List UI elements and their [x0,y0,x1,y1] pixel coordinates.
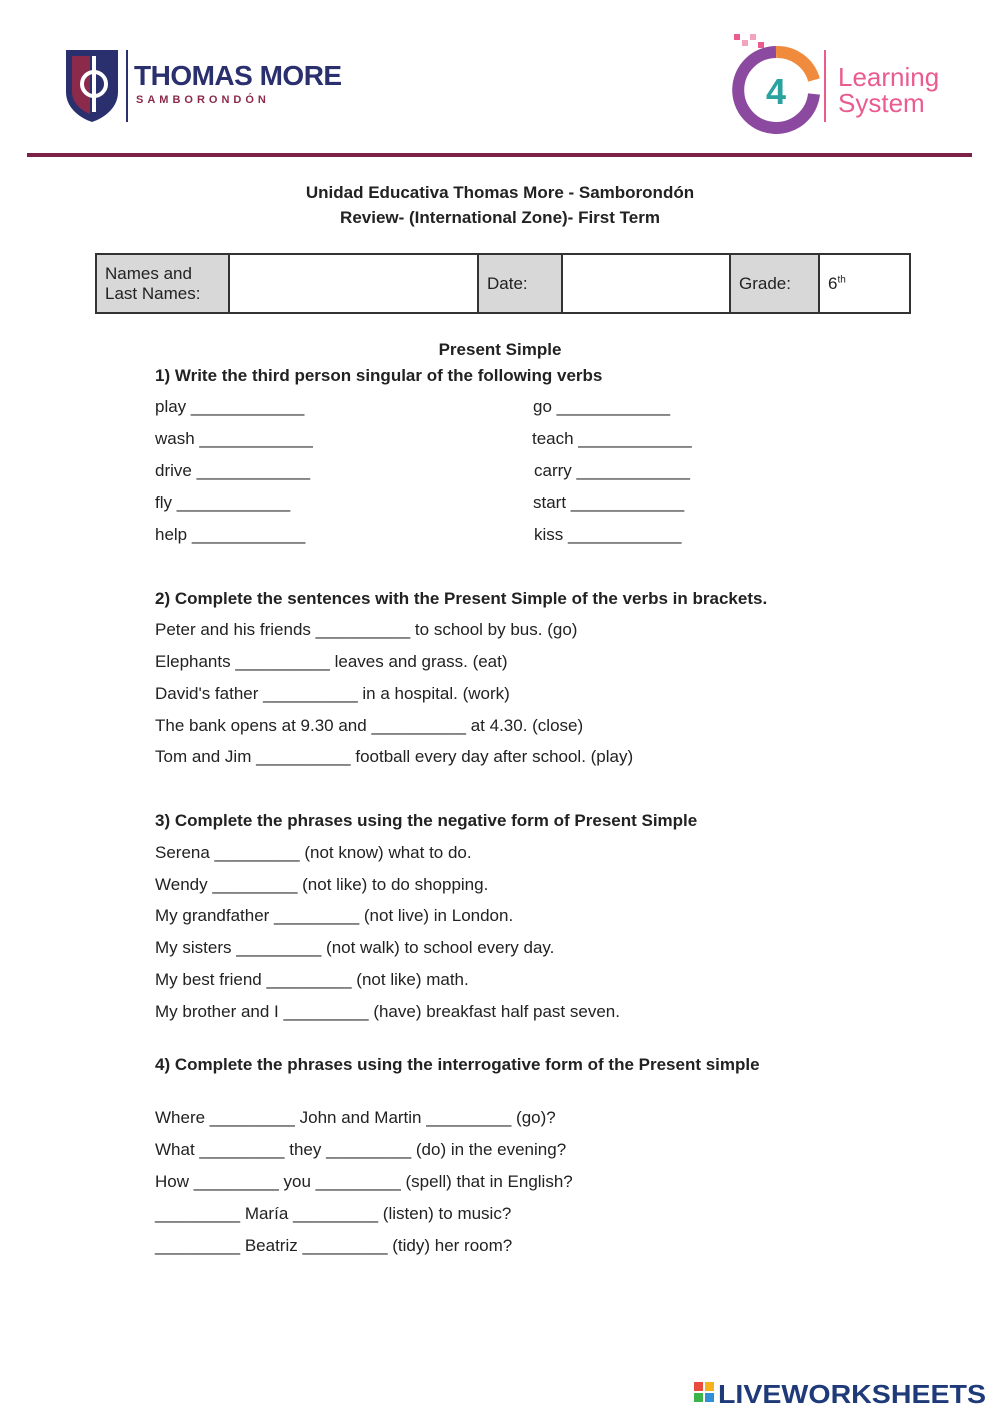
q1-left-item[interactable]: help ____________ [155,525,306,544]
q1-right-item[interactable]: go ____________ [533,397,671,416]
shield-icon [64,48,120,124]
q1-right-item[interactable]: teach ____________ [532,429,692,448]
q1-left-item[interactable]: drive ____________ [155,461,311,480]
review-title: Review- (International Zone)- First Term [340,208,660,227]
header-divider [27,153,972,157]
brand-name: LIVEWORKSHEETS [718,1379,986,1409]
q2-item[interactable]: Peter and his friends __________ to school by bus. (go) [155,620,578,639]
thomas-more-logo [62,46,342,126]
q3-item[interactable]: My grandfather _________ (not live) in London. [155,906,514,925]
q3-item[interactable]: My best friend _________ (not like) math. [155,970,469,989]
q1-left-item[interactable]: fly ____________ [155,493,291,512]
names-field[interactable] [229,254,478,313]
brand-square-icon [694,1393,703,1402]
q2-item[interactable]: The bank opens at 9.30 and __________ at 4.30. (close) [155,716,584,735]
logo-name: THOMAS MORE [134,60,342,91]
q1-right-item[interactable]: start ____________ [533,493,685,512]
question-1-heading: 1) Write the third person singular of the following verbs [155,366,603,385]
learning-system-logo [730,30,970,136]
logo-mark-digit: 4 [765,71,787,112]
section-title: Present Simple [438,340,562,359]
grade-label: Grade: [730,254,819,313]
q3-item[interactable]: Wendy _________ (not like) to do shopping. [155,875,489,894]
school-title: Unidad Educativa Thomas More - Samborondón [305,183,695,202]
q2-item[interactable]: Elephants __________ leaves and grass. (eat) [155,652,508,671]
q1-right-item[interactable]: kiss ____________ [534,525,682,544]
date-field[interactable] [562,254,730,313]
q2-item[interactable]: Tom and Jim __________ football every day after school. (play) [155,747,634,766]
question-2-heading: 2) Complete the sentences with the Present Simple of the verbs in brackets. [155,589,768,608]
q4-item[interactable]: Where _________ John and Martin _________ (go)? [155,1108,556,1127]
question-4-heading: 4) Complete the phrases using the interrogative form of the Present simple [155,1055,760,1074]
q4-item[interactable]: _________ María _________ (listen) to music? [155,1204,512,1223]
q4-item[interactable]: What _________ they _________ (do) in the evening? [155,1140,567,1159]
q3-item[interactable]: My sisters _________ (not walk) to school every day. [155,938,555,957]
q3-item[interactable]: My brother and I _________ (have) breakfast half past seven. [155,1002,620,1021]
liveworksheets-logo [692,1376,992,1410]
logo-learning: Learning [838,62,940,92]
brand-square-icon [705,1393,714,1402]
q1-right-item[interactable]: carry ____________ [534,461,690,480]
learning-system-mark-icon [730,30,822,136]
question-3-heading: 3) Complete the phrases using the negative form of Present Simple [155,811,698,830]
student-info-table [95,253,911,314]
logo-system: System [838,88,925,118]
brand-square-icon [705,1382,714,1391]
date-label: Date: [478,254,562,313]
logo-subtitle: SAMBORONDÓN [136,94,270,106]
grade-value: 6th [819,254,910,313]
q4-item[interactable]: _________ Beatriz _________ (tidy) her room? [155,1236,513,1255]
q4-item[interactable]: How _________ you _________ (spell) that in English? [155,1172,573,1191]
q1-left-item[interactable]: play ____________ [155,397,305,416]
names-label: Names and Last Names: [96,254,229,313]
q2-item[interactable]: David's father __________ in a hospital. (work) [155,684,510,703]
brand-square-icon [694,1382,703,1391]
q1-left-item[interactable]: wash ____________ [155,429,313,448]
q3-item[interactable]: Serena _________ (not know) what to do. [155,843,472,862]
